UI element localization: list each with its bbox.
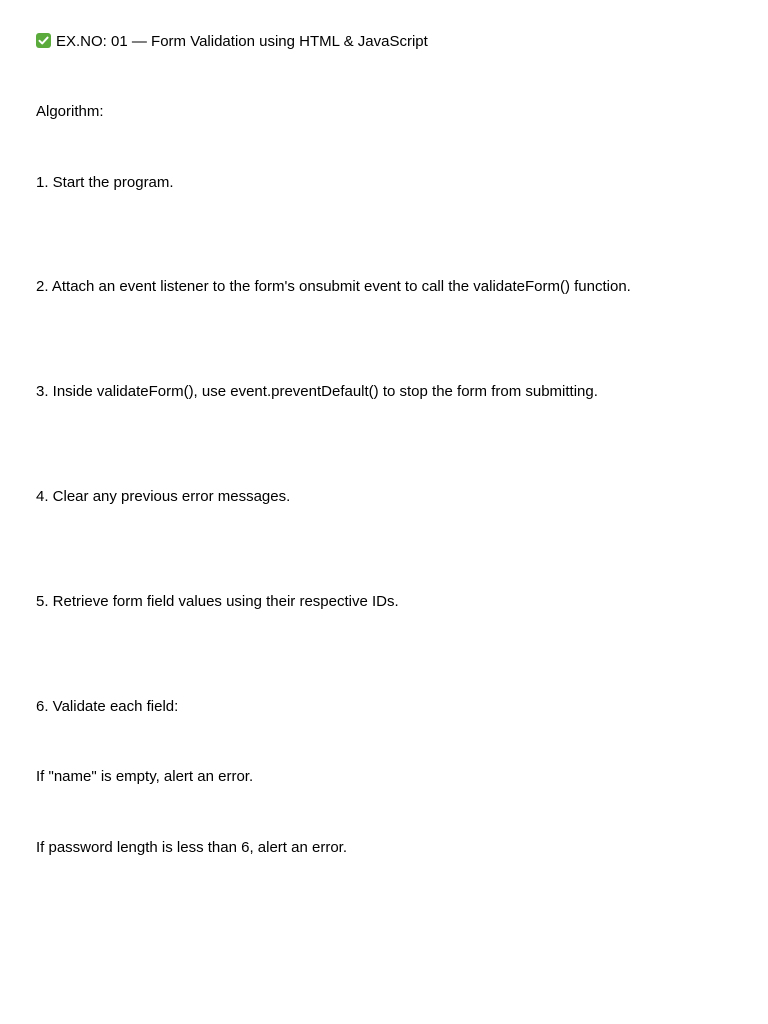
step-2: 2. Attach an event listener to the form's onsubmit event to call the validateForm() function. — [36, 278, 631, 295]
step-4: 4. Clear any previous error messages. — [36, 488, 291, 505]
check-mark-icon — [36, 33, 51, 48]
step-6: 6. Validate each field: — [36, 698, 179, 715]
step-5: 5. Retrieve form field values using their respective IDs. — [36, 593, 399, 610]
document-title — [36, 33, 428, 51]
title-text: EX.NO: 01 — Form Validation using HTML & JavaScript — [56, 33, 428, 50]
step-3: 3. Inside validateForm(), use event.preventDefault() to stop the form from submitting. — [36, 383, 598, 400]
validation-name-empty: If "name" is empty, alert an error. — [36, 768, 254, 785]
algorithm-heading: Algorithm: — [36, 103, 104, 120]
validation-password-length: If password length is less than 6, alert an error. — [36, 839, 347, 856]
step-1: 1. Start the program. — [36, 174, 174, 191]
